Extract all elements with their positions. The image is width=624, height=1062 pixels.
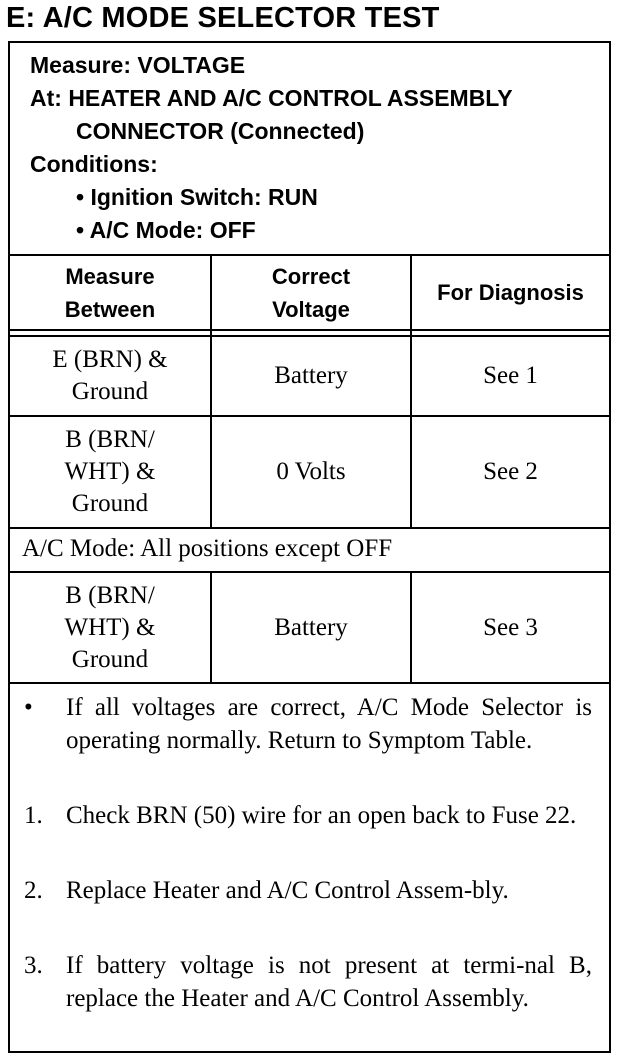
- table-row-3-correct-voltage: Battery: [274, 613, 348, 641]
- note-number: 3.: [24, 952, 43, 979]
- at-line: At: HEATER AND A/C CONTROL ASSEMBLY: [30, 85, 513, 111]
- test-table-frame: [8, 41, 611, 1053]
- header-for-diagnosis: For Diagnosis: [437, 280, 584, 305]
- note-text: If all voltages are correct, A/C Mode Selector is operating normally. Return to Symptom Table.: [66, 694, 592, 754]
- table-row-2-measure-between: B (BRN/ WHT) & Ground: [64, 426, 156, 517]
- header-rule: [10, 329, 609, 331]
- header-correct-voltage: Correct Voltage: [271, 263, 351, 322]
- header-measure-between: Measure Between: [64, 263, 156, 322]
- note-number: 1.: [24, 802, 43, 829]
- table-row-1-measure-between: E (BRN) & Ground: [52, 346, 168, 405]
- note-bullet: •: [24, 694, 33, 721]
- note-text: Replace Heater and A/C Control Assem-bly.: [66, 877, 509, 904]
- table-row-1-diagnosis: See 1: [483, 362, 538, 389]
- at-line-continued: CONNECTOR (Connected): [76, 118, 365, 144]
- page-title: E: A/C MODE SELECTOR TEST: [6, 2, 440, 34]
- condition-item: • A/C Mode: OFF: [76, 217, 256, 243]
- measure-line: Measure: VOLTAGE: [30, 52, 246, 78]
- row-rule: [10, 527, 609, 529]
- mode-condition-band: A/C Mode: All positions except OFF: [22, 535, 393, 562]
- table-row-3-diagnosis: See 3: [483, 613, 538, 641]
- condition-item: • Ignition Switch: RUN: [76, 184, 318, 210]
- note-text: If battery voltage is not present at termi-nal B, replace the Heater and A/C Control Assembly.: [66, 952, 592, 1012]
- table-row-2-correct-voltage: 0 Volts: [276, 458, 346, 485]
- table-row-3-measure-between: B (BRN/ WHT) & Ground: [64, 581, 156, 673]
- table-row-1-correct-voltage: Battery: [274, 362, 348, 389]
- table-row-2-diagnosis: See 2: [483, 458, 538, 485]
- table-bottom-rule: [10, 682, 609, 684]
- note-text: Check BRN (50) wire for an open back to Fuse 22.: [66, 802, 577, 829]
- note-number: 2.: [24, 877, 43, 904]
- conditions-label: Conditions:: [30, 151, 158, 177]
